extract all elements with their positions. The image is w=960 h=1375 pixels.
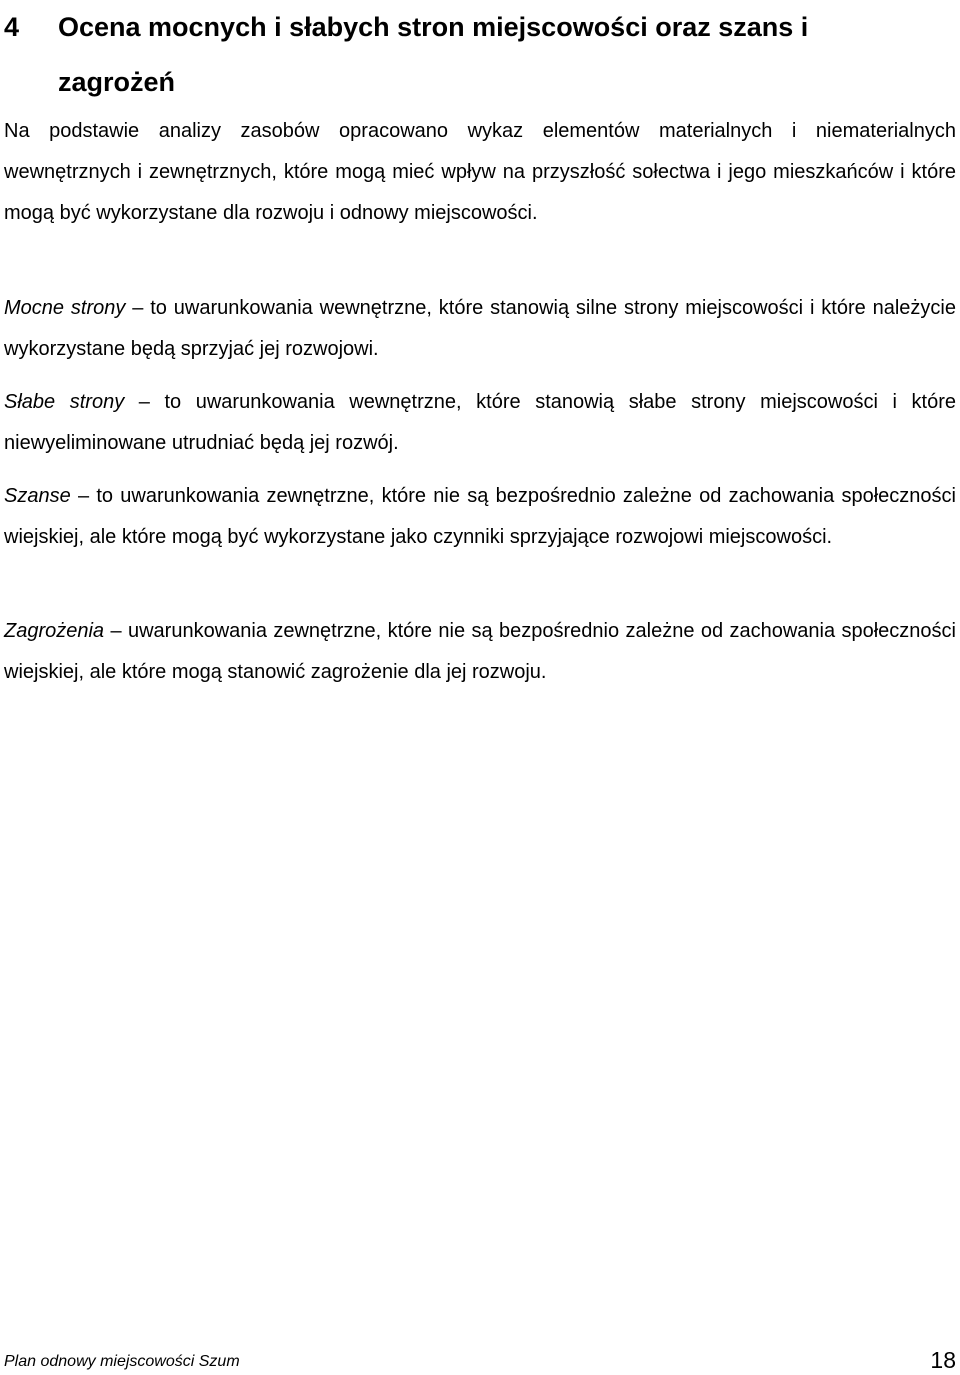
intro-paragraph: Na podstawie analizy zasobów opracowano wykaz elementów materialnych i niematerialnych wewnętrznych i zewnętrznych, które mogą mieć wpływ na przyszłość sołectwa i jego mieszkańców i które mogą być wykorzystane dla rozwoju i odnowy miejscowości. bbox=[4, 120, 956, 224]
section-title-line1: Ocena mocnych i słabych stron miejscowości oraz szans i bbox=[58, 12, 809, 42]
strengths-definition: – to uwarunkowania wewnętrzne, które stanowią silne strony miejscowości i które należycie wykorzystane będą sprzyjać jej rozwojowi. bbox=[4, 297, 956, 360]
section-heading bbox=[4, 0, 956, 110]
opportunities-paragraph bbox=[4, 476, 956, 558]
opportunities-definition: – to uwarunkowania zewnętrzne, które nie są bezpośrednio zależne od zachowania społeczności wiejskiej, ale które mogą być wykorzystane jako czynniki sprzyjające rozwojowi miejscowości. bbox=[4, 485, 956, 548]
section-title-line2: zagrożeń bbox=[58, 67, 176, 97]
strengths-paragraph bbox=[4, 288, 956, 370]
strengths-term: Mocne strony bbox=[4, 297, 126, 319]
footer-document-title: Plan odnowy miejscowości Szum bbox=[4, 1353, 240, 1370]
opportunities-term: Szanse bbox=[4, 485, 71, 507]
footer-page-number: 18 bbox=[930, 1347, 956, 1373]
threats-term: Zagrożenia bbox=[4, 620, 105, 642]
weaknesses-paragraph bbox=[4, 382, 956, 464]
weaknesses-definition: – to uwarunkowania wewnętrzne, które stanowią słabe strony miejscowości i które niewyeliminowane utrudniać będą jej rozwój. bbox=[4, 391, 957, 454]
section-number: 4 bbox=[4, 12, 20, 42]
threats-definition: – uwarunkowania zewnętrzne, które nie są bezpośrednio zależne od zachowania społeczności wiejskiej, ale które mogą stanowić zagrożenie dla jej rozwoju. bbox=[4, 620, 956, 683]
threats-paragraph bbox=[4, 611, 956, 693]
weaknesses-term: Słabe strony bbox=[4, 391, 125, 413]
